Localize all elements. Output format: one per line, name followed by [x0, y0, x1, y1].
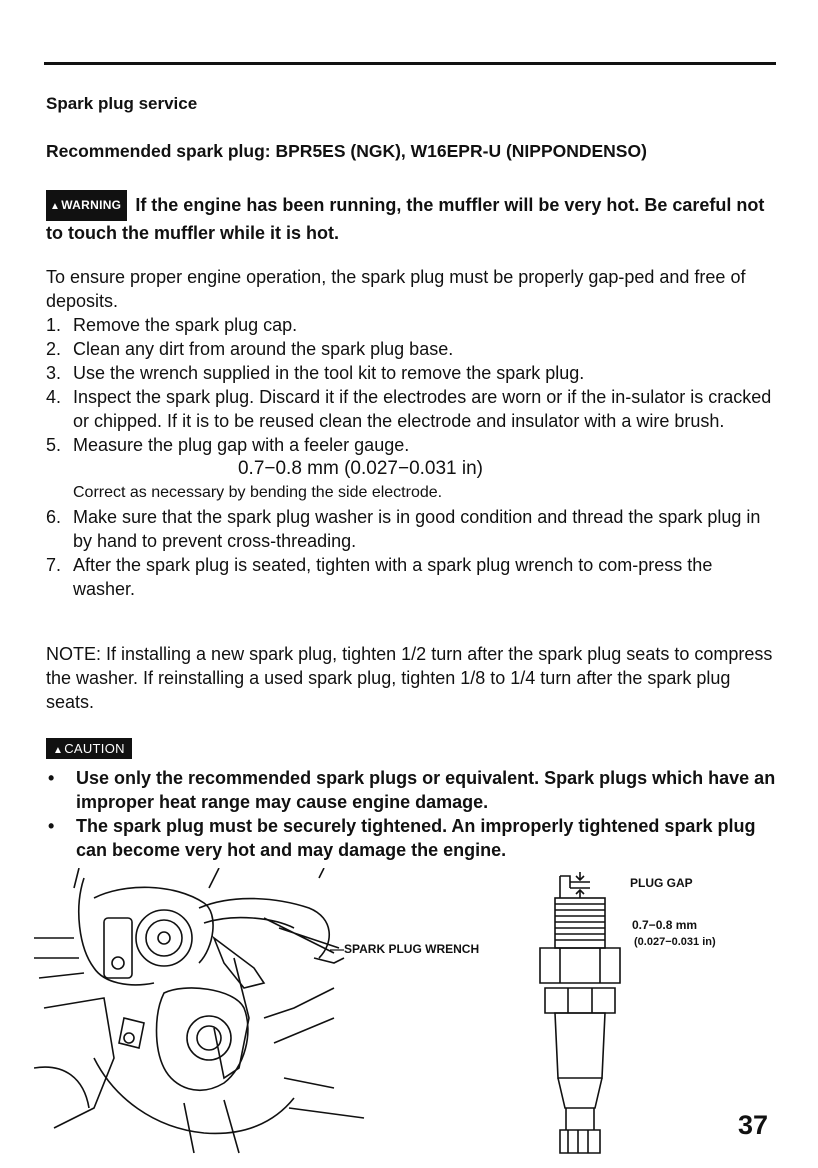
list-item: 2. Clean any dirt from around the spark plug base. [46, 339, 454, 359]
warning-block [46, 190, 778, 245]
header-rule [44, 62, 776, 65]
note-text: NOTE: If installing a new spark plug, tighten 1/2 turn after the spark plug seats to compress the washer. If reinstalling a used spark plug, tighten 1/8 to 1/4 turn after the spark plug seats. [46, 644, 773, 712]
list-item: 7. After the spark plug is seated, tighten with a spark plug wrench to com-press the washer. [46, 555, 713, 599]
list-item: 3. Use the wrench supplied in the tool kit to remove the spark plug. [46, 363, 585, 383]
intro-text: To ensure proper engine operation, the spark plug must be properly gap-ped and free of deposits. [46, 267, 746, 311]
caution-badge: ▲CAUTION [46, 738, 132, 759]
spark-plug-illustration [530, 868, 630, 1158]
caution-triangle-icon: ▲ [53, 745, 64, 756]
wrench-label: SPARK PLUG WRENCH [344, 942, 480, 956]
section-title: Spark plug service [46, 94, 198, 113]
caution-list [46, 766, 778, 862]
gap-spec: 0.7−0.8 mm (0.027−0.031 in) [237, 458, 484, 479]
list-item: • Use only the recommended spark plugs or equivalent. Spark plugs which have an improper heat range may cause engine damage. [48, 768, 776, 812]
list-item: 4. Inspect the spark plug. Discard it if the electrodes are worn or if the in-sulator is cracked or chipped. If it is to be reused clean the electrode and insulator with a wire brush. [46, 387, 772, 431]
list-item: 6. Make sure that the spark plug washer is in good condition and thread the spark plug in by hand to prevent cross-threading. [46, 507, 761, 551]
warning-triangle-icon: ▲ [50, 201, 61, 212]
gap-note: Correct as necessary by bending the side electrode. [73, 484, 443, 501]
plug-gap-label: PLUG GAP [630, 876, 693, 890]
list-item: • The spark plug must be securely tightened. An improperly tightened spark plug can become very hot and may damage the engine. [48, 816, 756, 860]
list-item: 1. Remove the spark plug cap. [46, 315, 298, 335]
recommended-plug: Recommended spark plug: BPR5ES (NGK), W16EPR-U (NIPPONDENSO) [46, 141, 647, 161]
warning-text: If the engine has been running, the muffler will be very hot. Be careful not to touch the muffler while it is hot. [46, 195, 765, 243]
warning-badge: ▲WARNING [46, 190, 127, 221]
gap-mm-label: 0.7−0.8 mm [632, 918, 698, 932]
steps-list [46, 313, 778, 601]
caution-badge-wrap [46, 738, 140, 760]
page-number: 37 [738, 1110, 769, 1140]
engine-wrench-illustration [34, 868, 394, 1158]
gap-in-label: (0.027−0.031 in) [634, 936, 716, 948]
list-item: 5. Measure the plug gap with a feeler gauge. 0.7−0.8 mm (0.027−0.031 in) Correct as necessary by bending the side electrode. [46, 433, 778, 505]
